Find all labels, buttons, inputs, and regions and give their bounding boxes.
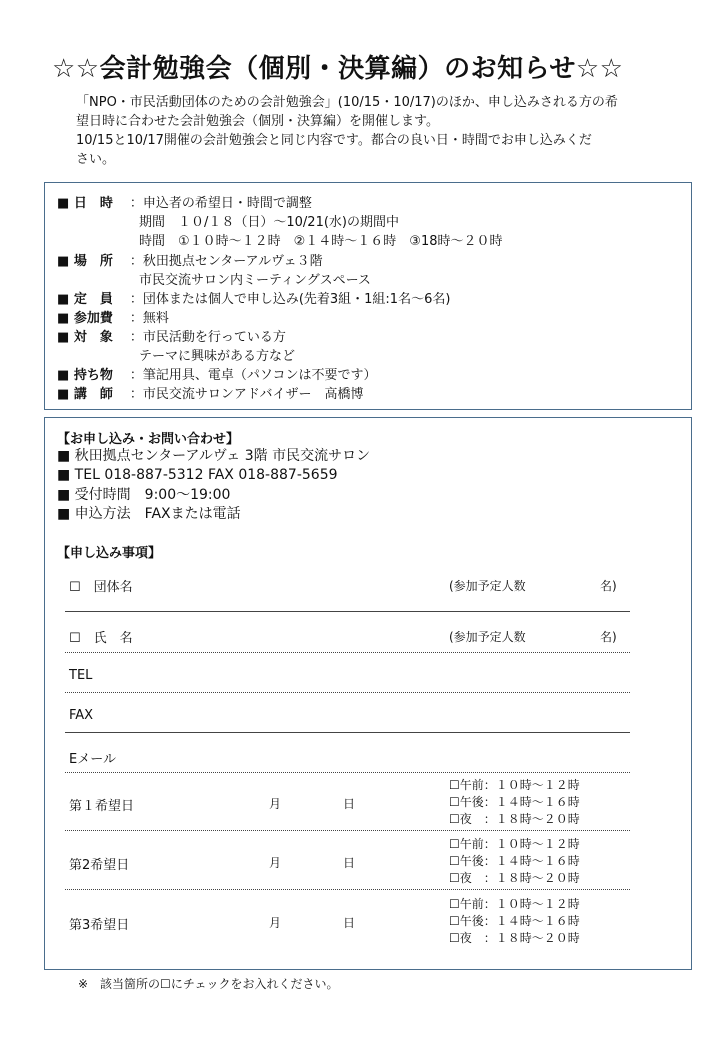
first-choice-label: 第１希望日 (69, 799, 135, 814)
third-choice-label: 第3希望日 (69, 918, 130, 933)
slot-am-checkbox[interactable]: ☐午前：１０時～１２時 (449, 897, 580, 911)
lecturer-value: ：市民交流サロンアドバイザー 高橋博 (129, 387, 364, 402)
page-title: ☆☆会計勉強会（個別・決算編）のお知らせ☆☆ (52, 54, 624, 84)
square-bullet-icon: ■ (57, 254, 74, 269)
slot-pm-checkbox[interactable]: ☐午後：１４時～１６時 (449, 854, 580, 868)
square-bullet-icon: ■ (57, 330, 74, 345)
attendees-label: (参加予定人数 (449, 579, 526, 593)
tel-field[interactable]: TEL (69, 668, 93, 683)
divider (65, 830, 630, 831)
datetime-row (57, 195, 312, 213)
intro-line: 望日時に合わせた会計勉強会（個別・決算編）を開催します。 (76, 114, 439, 129)
month-field[interactable]: 月 (269, 916, 282, 930)
fee-value: ：無料 (129, 311, 169, 326)
intro-line: 「NPO・市民活動団体のための会計勉強会」(10/15・10/17)のほか、申し込みされる方の希 (76, 95, 618, 110)
square-bullet-icon: ■ (57, 292, 74, 307)
month-field[interactable]: 月 (269, 797, 282, 811)
attendees-unit: 名) (600, 630, 617, 644)
event-details-box (44, 182, 692, 410)
attendees-label: (参加予定人数 (449, 630, 526, 644)
fee-label: 参加費 (73, 311, 113, 326)
target-sub-text: テーマに興味がある方など (139, 349, 296, 364)
slot-pm-checkbox[interactable]: ☐午後：１４時～１６時 (449, 795, 580, 809)
period-text: 期間 １０/１８（日）～10/21(水)の期間中 (139, 215, 399, 230)
contact-heading: 【お申し込み・お問い合わせ】 (57, 432, 240, 447)
slot-am-checkbox[interactable]: ☐午前：１０時～１２時 (449, 778, 580, 792)
email-field[interactable]: Eメール (69, 752, 116, 767)
square-bullet-icon: ■ (57, 311, 74, 326)
place-row (57, 253, 323, 271)
square-bullet-icon: ■ (57, 387, 74, 402)
capacity-row (57, 291, 450, 309)
day-field[interactable]: 日 (343, 797, 356, 811)
divider (65, 732, 630, 733)
capacity-label: 定 員 (73, 292, 113, 307)
divider (65, 611, 630, 612)
place-value: ：秋田拠点センターアルヴェ３階 (129, 254, 323, 269)
group-name-field[interactable]: ☐ 団体名 (69, 580, 133, 595)
attendees-unit: 名) (600, 579, 617, 593)
target-label: 対 象 (73, 330, 113, 345)
square-bullet-icon: ■ (57, 196, 74, 211)
lecturer-label: 講 師 (73, 387, 113, 402)
divider (65, 772, 630, 773)
slot-pm-checkbox[interactable]: ☐午後：１４時～１６時 (449, 914, 580, 928)
slot-night-checkbox[interactable]: ☐夜 ：１８時～２０時 (449, 812, 580, 826)
divider (65, 652, 630, 653)
person-name-field[interactable]: ☐ 氏 名 (69, 631, 133, 646)
form-heading: 【申し込み事項】 (57, 546, 162, 561)
day-field[interactable]: 日 (343, 856, 356, 870)
bring-label: 持ち物 (73, 368, 113, 383)
bring-row (57, 367, 377, 385)
place-label: 場 所 (73, 254, 113, 269)
second-choice-label: 第2希望日 (69, 858, 130, 873)
target-value: ：市民活動を行っている方 (129, 330, 286, 345)
datetime-label: 日 時 (73, 196, 113, 211)
contact-phone-fax: ■ TEL 018-887-5312 FAX 018-887-5659 (57, 467, 338, 483)
contact-method: ■ 申込方法 FAXまたは電話 (57, 506, 241, 522)
slot-night-checkbox[interactable]: ☐夜 ：１８時～２０時 (449, 871, 580, 885)
bring-value: ：筆記用具、電卓（パソコンは不要です） (129, 368, 377, 383)
intro-line: さい。 (76, 152, 116, 167)
slot-night-checkbox[interactable]: ☐夜 ：１８時～２０時 (449, 931, 580, 945)
fee-row (57, 310, 169, 328)
intro-text (76, 93, 686, 169)
day-field[interactable]: 日 (343, 916, 356, 930)
month-field[interactable]: 月 (269, 856, 282, 870)
fax-field[interactable]: FAX (69, 708, 94, 723)
contact-address: ■ 秋田拠点センターアルヴェ 3階 市民交流サロン (57, 448, 371, 464)
target-row (57, 329, 286, 347)
contact-hours: ■ 受付時間 9:00～19:00 (57, 487, 231, 503)
footnote: ※ 該当箇所の☐にチェックをお入れください。 (78, 977, 339, 991)
place-sub-text: 市民交流サロン内ミーティングスペース (139, 273, 371, 288)
slot-am-checkbox[interactable]: ☐午前：１０時～１２時 (449, 837, 580, 851)
application-box (44, 417, 692, 970)
capacity-value: ：団体または個人で申し込み(先着3組・1組:1名～6名) (129, 292, 451, 307)
datetime-value: ：申込者の希望日・時間で調整 (129, 196, 312, 211)
lecturer-row (57, 386, 364, 404)
times-text: 時間 ①１０時～１２時 ②１４時～１６時 ③18時～２０時 (139, 234, 503, 249)
intro-line: 10/15と10/17開催の会計勉強会と同じ内容です。都合の良い日・時間でお申し込みくだ (76, 133, 592, 148)
divider (65, 889, 630, 890)
divider (65, 692, 630, 693)
square-bullet-icon: ■ (57, 368, 74, 383)
